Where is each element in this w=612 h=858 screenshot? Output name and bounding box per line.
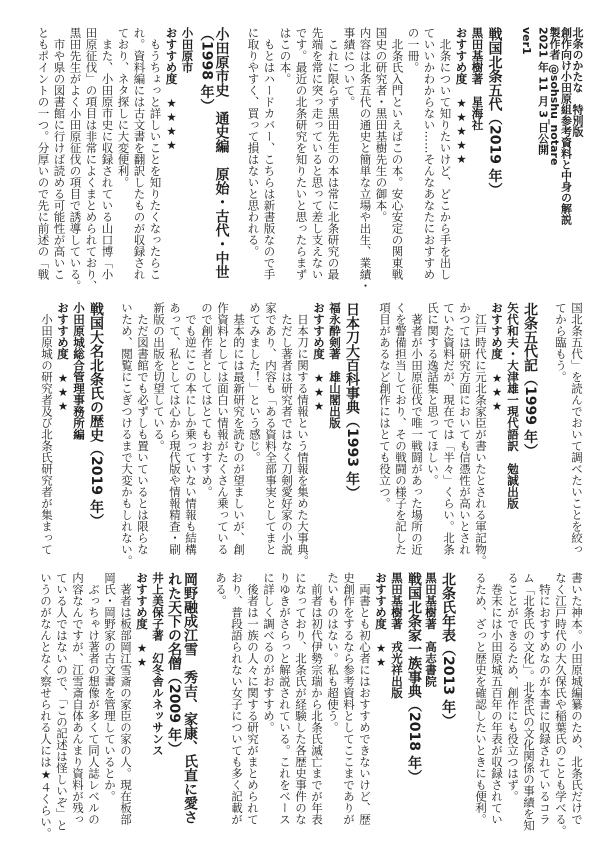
book-title: れた天下の名僧（2009 年） — [166, 572, 182, 756]
doc-version: ver1 — [520, 27, 533, 55]
body-line: いうのがなんとなく察せられる人には★４くらい。 — [39, 572, 53, 839]
body-line: くを警備担当しており、その戦闘の様子を記した — [394, 302, 408, 555]
body-line: ム「北条氏の文化」。北条氏の文化関係の事績を知 — [522, 572, 536, 831]
body-line: 項目があるなど創作にはとても役立つ。 — [378, 302, 392, 509]
body-line: の一冊。 — [406, 27, 421, 73]
star-icon: ★★★★★ — [454, 96, 469, 166]
body-line: 岡氏・岡野家の古文書を管理しているとか。 — [103, 572, 117, 802]
book-rating — [454, 27, 470, 289]
book-rating — [134, 572, 150, 834]
body-line: です。最近の北条研究を知りたいと思ったらまず — [294, 27, 309, 280]
body-line: 特におすすめなのが本書に収録されているコラ — [538, 572, 552, 825]
star-icon: ★★ — [374, 641, 388, 669]
body-line: ており、ネタ探しに大変便利。 — [116, 27, 131, 188]
body-line: ていいかわからない……そんなあなたにおすすめ — [422, 27, 437, 280]
book-title: 北条氏年表（2013 年） — [440, 572, 456, 728]
body-line: 内容なんですが、江雪斎自体あんまり資料が残っ — [71, 572, 85, 825]
book-title: 日本刀大百科事典（1993 年） — [344, 302, 360, 500]
body-line: れ。資料編には古文書を翻訳したものが収録され — [132, 27, 147, 280]
body-line: 著者が小田原征伐で唯一戦闘があった場所の近 — [410, 302, 424, 555]
body-line: 国北条五代」を読んでおいて調べたいことを絞っ — [570, 302, 584, 555]
body-line: これに限らず黒田先生の本は常に北条研究の最 — [326, 27, 341, 280]
body-line: ともポイントの一つ。分厚いので先に前述の「戦 — [36, 27, 51, 280]
body-line: 新版の出版を切望している。 — [152, 302, 166, 452]
body-line: ぶっちゃけ著者の想像が多くて同人誌レベルの — [87, 572, 101, 825]
body-line: なく江戸時代の大久保氏や稲葉氏のことも学べる。 — [554, 572, 568, 837]
star-icon: ★★★ — [490, 371, 504, 413]
doc-title: 北条のかたな 特別版 — [571, 27, 584, 137]
book-author: 黒田基樹著 戎光祥出版 — [390, 572, 404, 699]
rating-label: おすすめ度 — [490, 302, 504, 360]
body-line: 黒田先生がよく小田原征伐の項目で誘導している。 — [68, 27, 83, 292]
body-line: 書いた神本。小田原城編纂のため、北条氏だけで — [570, 572, 584, 825]
body-line: 事績について。 — [342, 27, 357, 108]
book-rating — [489, 302, 505, 564]
body-line: るため、ざっと歴史を確認したいときにも便利。 — [474, 572, 488, 825]
body-line: 田原征伐」の項目は非常によくまとめられており、 — [84, 27, 99, 292]
body-line: めてみました！」という感じ。 — [248, 302, 262, 463]
body-line: 著者は板部岡江雪斎の家臣の家の人。現在板部 — [119, 572, 133, 825]
rating-label: おすすめ度 — [135, 572, 149, 630]
body-line: ある。 — [214, 572, 228, 607]
doc-subtitle: 創作向け小田原組参考資料と中身の解説 — [559, 27, 573, 225]
body-line: 小田原城の研究者及び北条氏研究者が集まって — [40, 302, 54, 555]
rating-label: おすすめ度 — [374, 572, 388, 630]
book-title: 岡野融成江雪 秀吉、家康、氏直に愛さ — [182, 572, 198, 824]
body-line: 日本刀に関する情報という情報を集めた大事典。 — [296, 302, 310, 567]
page-tier-middle — [25, 302, 585, 567]
book-rating — [55, 302, 71, 564]
body-line: ので創作者としてはとてもおすすめ。 — [200, 302, 214, 498]
star-icon: ★★★★ — [164, 96, 179, 152]
body-line: に詳しく調べるのがおすすめ。 — [262, 572, 276, 733]
page-tier-top — [23, 27, 584, 292]
body-line: 内容は北条五代の通史と簡単な立場や出生、業績・ — [358, 27, 373, 292]
body-line: もとはハードカバー、こちらは新書版なので手 — [262, 27, 277, 280]
body-line: 氏に関する逸話集と思ってほしい。 — [426, 302, 440, 486]
star-icon: ★★★ — [312, 371, 326, 413]
body-line: おり、普段語られない女子についても多く記載が — [230, 572, 244, 825]
body-line: 先端を常に突っ走っていると思って差し支えない — [310, 27, 325, 280]
book-rating — [164, 27, 180, 289]
body-line: りゆきがさらっと解説されている。これをベース — [278, 572, 292, 825]
doc-author: 製作者 @sohshu_notare — [548, 27, 561, 166]
doc-date: 2021 年 11 月 3 日公開 — [536, 27, 550, 155]
book-author: 小田原市 — [180, 27, 195, 73]
body-line: 家であり、内容も「ある資料全部事実としてまと — [264, 302, 278, 555]
star-icon: ★★ — [135, 641, 149, 669]
body-line: てから臨もう。 — [554, 302, 568, 383]
body-line: 北条氏入門といえばこの本。安心安定の関東戦 — [390, 27, 405, 280]
body-line: でも逆にこの本にしか乗っていない情報も結構 — [184, 302, 198, 555]
body-line: もうちょっと詳しいことを知りたくなったらこ — [148, 27, 163, 280]
star-icon: ★★★ — [56, 371, 70, 413]
book-author: 黒田基樹著 星海社 — [470, 27, 485, 131]
book-title: （1998 年） — [198, 27, 215, 113]
body-line: 史創作をするなら参考資料としてここまでありが — [342, 572, 356, 825]
body-line: はこの本。 — [278, 27, 293, 85]
book-title: 戦国北条家一族事典（2018 年） — [406, 572, 422, 784]
rating-label: おすすめ度 — [454, 27, 469, 85]
body-line: 基本的には最新研究を読むのが望ましいが、創 — [232, 302, 246, 555]
book-rating — [311, 302, 327, 564]
body-line: 国史の研究者・黒田基樹先生の御本。 — [374, 27, 389, 223]
book-title: 小田原市史 通史編 原始・古代・中世 — [213, 27, 230, 279]
body-line: 巻末には小田原城五百年の年表が収録されてい — [490, 572, 504, 825]
page-tier-bottom — [25, 572, 585, 839]
body-line: 両書とも初心者にはおすすめできないけど、歴 — [358, 572, 372, 825]
rating-label: おすすめ度 — [56, 302, 70, 360]
book-author: 小田原城総合管理事務所編 — [72, 302, 86, 440]
body-line: 作資料としては面白い情報がたくさん乗っている — [216, 302, 230, 555]
body-line: ただ図書館でも必ずしも置いているとは限らな — [136, 302, 150, 555]
book-author: 井上美保子著 幻冬舎ルネッサンス — [151, 572, 165, 756]
body-line: になっており、北条氏が経験した各歴史事件のな — [294, 572, 308, 825]
body-line: ることができるため、創作にも役立つはず。 — [506, 572, 520, 802]
book-title: 北条五代記（1999 年） — [522, 302, 538, 458]
body-line: また、小田原市史に収録されている山口博「小 — [100, 27, 115, 280]
book-author: 矢代和夫・大津雄一現代語訳 勉誠出版 — [506, 302, 520, 509]
body-line: かつては研究方面においても信憑性が高いとされ — [458, 302, 472, 555]
body-line: いため、閲覧にこぎつけるまで大変かもしれない。 — [120, 302, 134, 567]
body-line: あって、私としては心から現代版や情報精査・刷 — [168, 302, 182, 555]
body-line: たいものはない。私も超使う。 — [326, 572, 340, 733]
body-line: 前者は初代伊勢宗瑞から北条氏滅亡までが年表 — [310, 572, 324, 825]
body-line: 北条について知りたいけど、どこから手を出し — [438, 27, 453, 280]
body-line: ている人ではないので、「この記述は怪しいぞ」と — [55, 572, 69, 831]
body-line: 市や県の図書館に行けば読める可能性が高いこ — [52, 27, 67, 280]
book-author: 黒田基樹著 高志書院 — [424, 572, 438, 687]
body-line: ていた資料だが、現在では「半々」くらい。北条 — [442, 302, 456, 555]
rating-label: おすすめ度 — [164, 27, 179, 85]
book-author: 福永酔剣著 雄山閣出版 — [328, 302, 342, 429]
body-line: ただし著者は研究者ではなく刀剣愛好家の小説 — [280, 302, 294, 555]
body-line: 江戸時代に元北条家臣が書いたとされる軍記物。 — [474, 302, 488, 567]
rating-label: おすすめ度 — [312, 302, 326, 360]
book-title: 戦国大名北条氏の歴史（2019 年） — [88, 302, 104, 528]
body-line: に取りやすく、買って損はないと思われる。 — [246, 27, 261, 257]
book-rating — [373, 572, 389, 834]
book-title: 戦国北条五代（2019 年） — [486, 27, 503, 197]
body-line: 後者は一族の人々に関する研究がまとめられて — [246, 572, 260, 825]
